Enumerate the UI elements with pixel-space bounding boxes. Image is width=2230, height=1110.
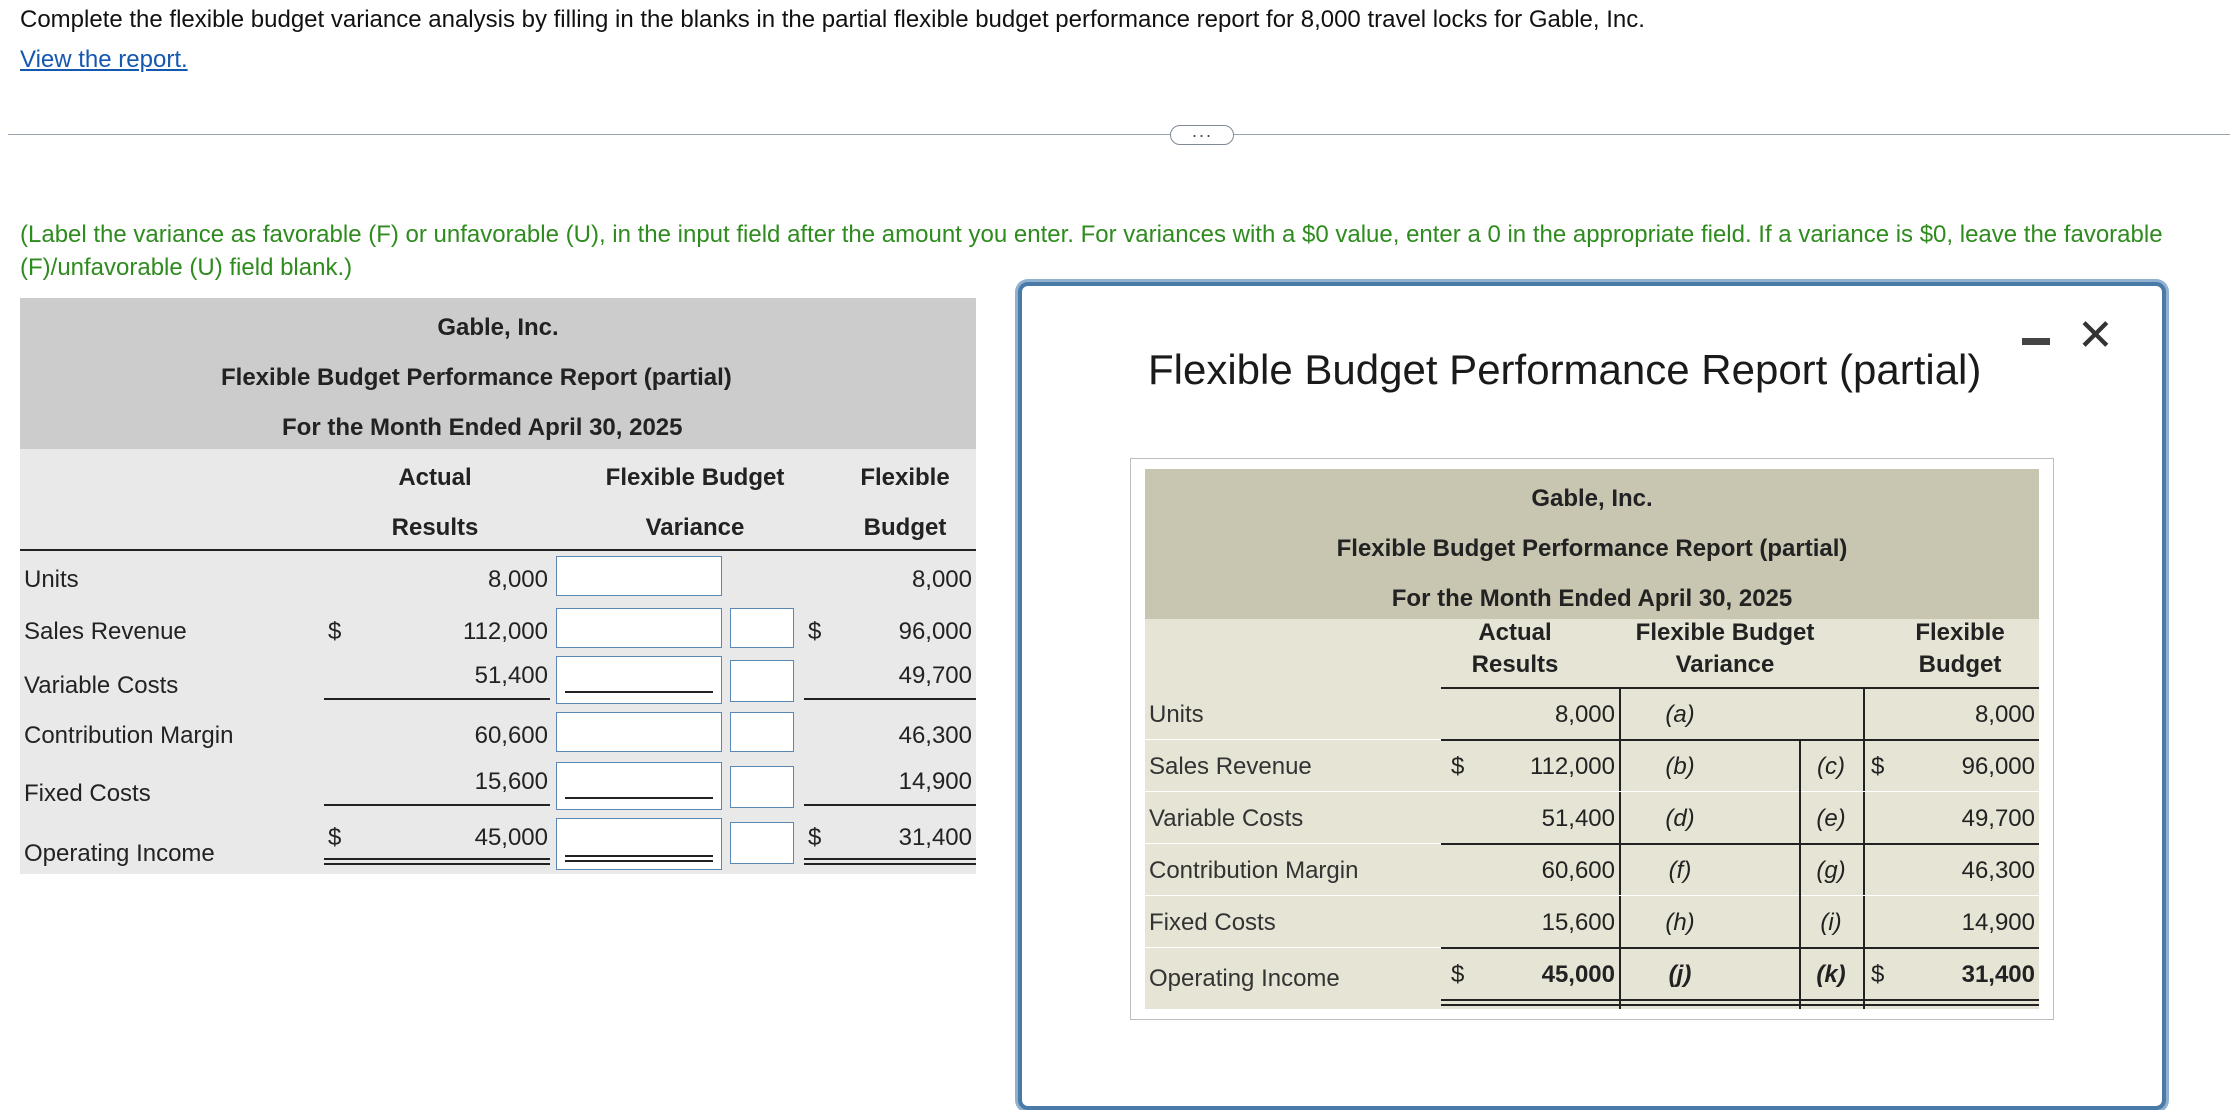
ref-report-title: Flexible Budget Performance Report (partial)	[1336, 535, 1848, 562]
variable-costs-fu-input[interactable]	[730, 660, 794, 702]
report-period: For the Month Ended April 30, 2025	[282, 414, 683, 441]
col-actual-line2: Results	[391, 514, 479, 541]
ref-label-units: Units	[1149, 701, 1204, 728]
reference-table-body	[1145, 469, 2039, 1009]
row-label-variable-costs: Variable Costs	[24, 672, 179, 699]
row-label-sales-revenue: Sales Revenue	[24, 618, 187, 645]
ref-key-a: (a)	[1665, 701, 1695, 728]
ref-label-fixed-costs: Fixed Costs	[1149, 909, 1276, 936]
fixed-costs-fu-input[interactable]	[730, 766, 794, 808]
company-name: Gable, Inc.	[437, 314, 559, 341]
total-double-rule	[804, 858, 976, 865]
answer-table	[20, 298, 976, 874]
ref-total-double-rule	[1441, 999, 2039, 1006]
modal-title: Flexible Budget Performance Report (partial)	[1148, 346, 1982, 393]
fixed-costs-variance-input[interactable]	[556, 762, 722, 810]
contribution-margin-variance-input[interactable]	[556, 712, 722, 752]
reference-table	[1130, 458, 2054, 1020]
col-variance-line1: Flexible Budget	[605, 464, 785, 491]
ref-subtotal-rule	[1441, 947, 2039, 949]
ref-budget-units: 8,000	[1974, 701, 2035, 728]
dollar-sign: $	[328, 618, 342, 645]
ref-budget-fixed-costs: 14,900	[1961, 909, 2035, 936]
row-label-operating-income: Operating Income	[24, 840, 215, 867]
ref-row-sep	[1145, 895, 2039, 896]
ref-budget-variable-costs: 49,700	[1961, 805, 2035, 832]
dollar-sign: $	[1451, 753, 1465, 780]
ref-subtotal-rule	[1441, 843, 2039, 845]
ref-col-variance-2: Variance	[1675, 651, 1775, 678]
question-text: Complete the flexible budget variance analysis by filling in the blanks in the partial flexible budget performance report for 8,000 travel locks for Gable, Inc.	[20, 6, 1645, 33]
row-label-contribution-margin: Contribution Margin	[24, 722, 234, 749]
budget-variable-costs: 49,700	[898, 662, 972, 689]
ref-key-j: (j)	[1668, 961, 1692, 988]
subtotal-rule	[804, 698, 976, 700]
row-label-units: Units	[24, 566, 79, 593]
ref-company-name: Gable, Inc.	[1531, 485, 1653, 512]
expand-more-button[interactable]: ···	[1170, 125, 1234, 145]
report-title: Flexible Budget Performance Report (partial)	[221, 364, 732, 391]
ref-key-c: (c)	[1817, 753, 1845, 780]
report-modal	[1018, 282, 2166, 1110]
ref-key-i: (i)	[1820, 909, 1842, 936]
col-actual-line1: Actual	[398, 464, 472, 491]
contribution-margin-fu-input[interactable]	[730, 712, 794, 752]
ref-header-rule	[1441, 687, 2039, 689]
subtotal-rule	[324, 698, 550, 700]
section-divider	[8, 134, 2230, 135]
header-rule	[20, 549, 976, 551]
ref-report-period: For the Month Ended April 30, 2025	[1391, 585, 1793, 612]
instructions-text: (Label the variance as favorable (F) or unfavorable (U), in the input field after the amount you enter. For variances with a $0 value, enter a 0 in the appropriate field. If a variance is $0, leave the favorable (F)/unfavorable (U) field blank.)	[20, 221, 2163, 281]
ref-col-actual-2: Results	[1471, 651, 1559, 678]
col-budget-line1: Flexible	[860, 464, 950, 491]
ref-actual-variable-costs: 51,400	[1541, 805, 1615, 832]
ref-actual-fixed-costs: 15,600	[1541, 909, 1615, 936]
ref-row-sep	[1145, 791, 2039, 792]
variable-costs-variance-input[interactable]	[556, 656, 722, 704]
operating-income-fu-input[interactable]	[730, 822, 794, 864]
budget-sales-revenue: 96,000	[898, 618, 972, 645]
view-report-link[interactable]: View the report.	[20, 46, 188, 73]
actual-sales-revenue: 112,000	[463, 618, 548, 645]
ref-label-contribution-margin: Contribution Margin	[1149, 857, 1359, 884]
ref-label-variable-costs: Variable Costs	[1149, 805, 1304, 832]
ref-label-operating-income: Operating Income	[1149, 965, 1340, 992]
col-variance-line2: Variance	[645, 514, 745, 541]
ref-col-actual-1: Actual	[1478, 619, 1552, 646]
ref-key-e: (e)	[1816, 805, 1846, 832]
operating-income-variance-input[interactable]	[556, 818, 722, 870]
budget-operating-income: 31,400	[898, 824, 972, 851]
close-icon[interactable]: ✕	[2077, 311, 2114, 360]
actual-variable-costs: 51,400	[474, 662, 548, 689]
ref-key-b: (b)	[1665, 753, 1695, 780]
ref-actual-sales-revenue: 112,000	[1530, 753, 1615, 780]
subtotal-rule	[324, 804, 550, 806]
ref-budget-sales-revenue: 96,000	[1961, 753, 2035, 780]
units-variance-input[interactable]	[556, 556, 722, 596]
actual-contribution-margin: 60,600	[474, 722, 548, 749]
ref-actual-contribution-margin: 60,600	[1541, 857, 1615, 884]
actual-fixed-costs: 15,600	[474, 768, 548, 795]
budget-fixed-costs: 14,900	[898, 768, 972, 795]
budget-contribution-margin: 46,300	[898, 722, 972, 749]
ref-col-budget-2: Budget	[1918, 651, 2002, 678]
ref-key-d: (d)	[1665, 805, 1695, 832]
dollar-sign: $	[328, 824, 342, 851]
ref-key-h: (h)	[1665, 909, 1695, 936]
minimize-button[interactable]	[2022, 338, 2050, 345]
ref-col-budget-1: Flexible	[1915, 619, 2005, 646]
dollar-sign: $	[1871, 961, 1885, 988]
ref-actual-operating-income: 45,000	[1541, 961, 1615, 988]
ref-key-k: (k)	[1816, 961, 1846, 988]
dollar-sign: $	[1451, 961, 1465, 988]
ref-budget-contribution-margin: 46,300	[1961, 857, 2035, 884]
dollar-sign: $	[808, 824, 822, 851]
ref-key-f: (f)	[1668, 857, 1692, 884]
ref-row-rule	[1441, 739, 2039, 741]
subtotal-rule	[804, 804, 976, 806]
ref-budget-operating-income: 31,400	[1961, 961, 2035, 988]
col-budget-line2: Budget	[863, 514, 947, 541]
ref-label-sales-revenue: Sales Revenue	[1149, 753, 1312, 780]
row-label-fixed-costs: Fixed Costs	[24, 780, 151, 807]
budget-units: 8,000	[911, 566, 972, 593]
actual-units: 8,000	[487, 566, 548, 593]
sales-revenue-variance-input[interactable]	[556, 608, 722, 648]
dollar-sign: $	[808, 618, 822, 645]
total-double-rule	[324, 858, 550, 865]
dollar-sign: $	[1871, 753, 1885, 780]
actual-operating-income: 45,000	[474, 824, 548, 851]
ref-key-g: (g)	[1816, 857, 1846, 884]
sales-revenue-fu-input[interactable]	[730, 608, 794, 648]
ref-actual-units: 8,000	[1554, 701, 1615, 728]
ref-col-variance-1: Flexible Budget	[1635, 619, 1815, 646]
